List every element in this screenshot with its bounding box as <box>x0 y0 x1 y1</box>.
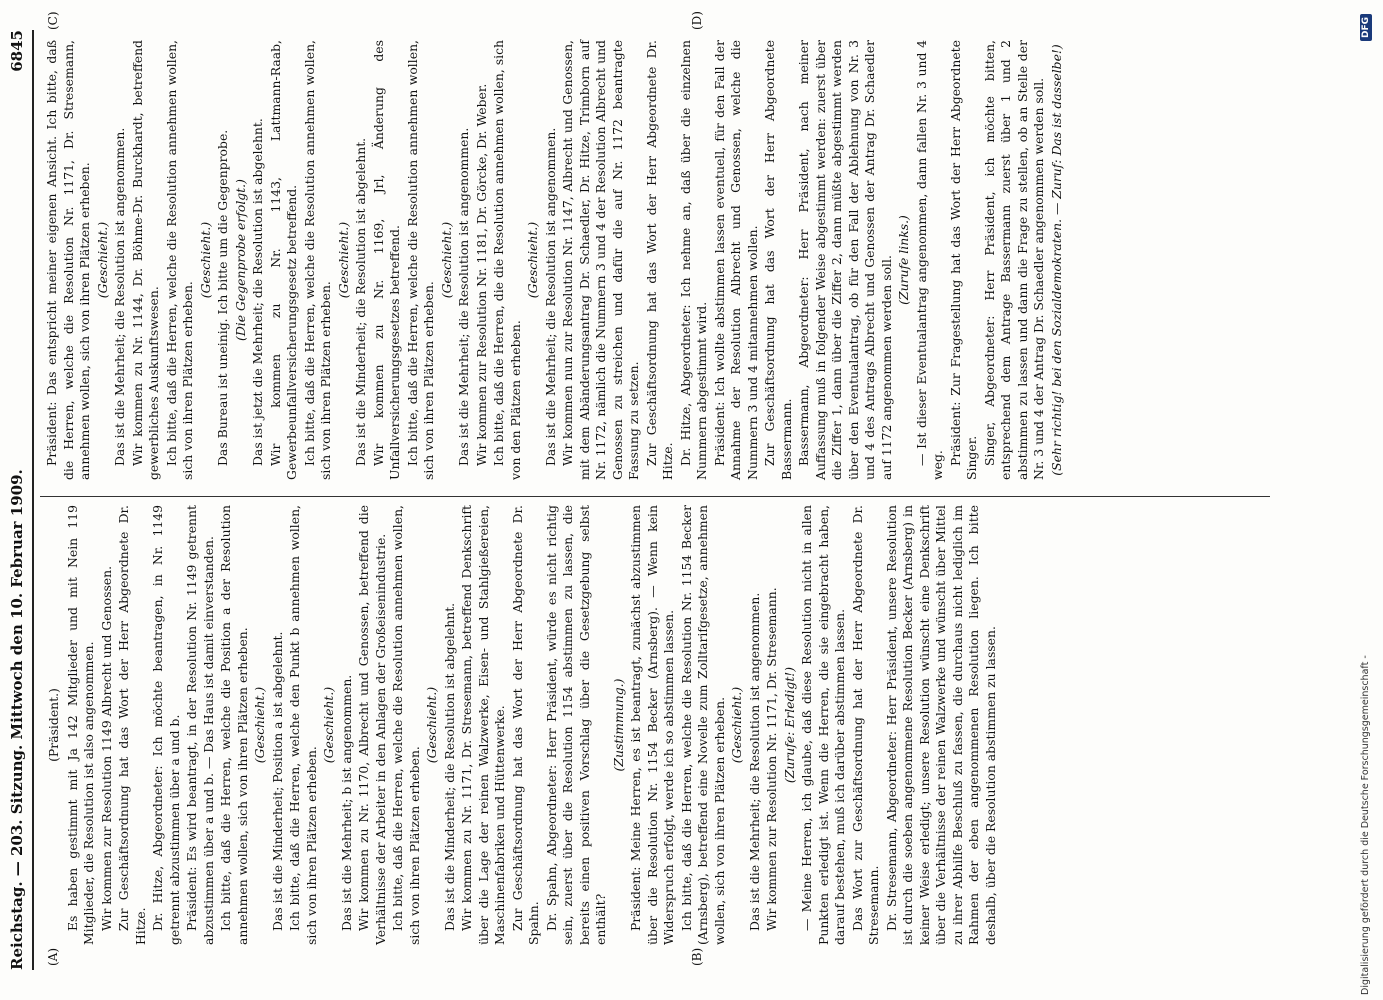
header-title: Reichstag. — 203. Sitzung. Mittwoch den 10. Februar 1909. <box>8 469 26 970</box>
paragraph: (Geschieht.) <box>197 221 213 299</box>
paragraph: Präsident: Es wird beantragt, in der Resolution Nr. 1149 getrennt abzustimmen über a und b. — Das Haus ist damit einverstanden. <box>184 505 216 945</box>
paragraph: (Geschieht.) <box>321 686 336 764</box>
page-number: 6845 <box>8 30 26 72</box>
paragraph: (Zurufe links.) <box>896 215 911 305</box>
paragraph: Dr. Hitze, Abgeordneter: Ich möchte beantragen, in Nr. 1149 getrennt abzustimmen über a und b. <box>150 505 182 945</box>
paragraph: Wir kommen nun zur Resolution Nr. 1147, Albrecht und Genossen, mit dem Abänderungsantrag Dr. Schaedler, Dr. Hitze, Trimborn auf Nr. 1172, nämlich die Nummern 3 und 4 der Resolution Albrecht und Genossen zu streichen und dafür die auf Nr. 1172 beantragte Fassung zu setzen. <box>560 40 641 480</box>
paragraph: Präsident: Ich wollte abstimmen lassen eventuell, für den Fall der Annahme der Resolution Albrecht und Genossen, welche die Nummern 3 und 4 mitannehmen wollen. <box>711 40 760 480</box>
paragraph: (Sehr richtig! bei den Sozialdemokraten. — Zuruf: Das ist dasselbe!) <box>1048 44 1064 476</box>
text-column-right <box>44 40 1066 480</box>
paragraph: Wir kommen zu Nr. 1170, Albrecht und Genossen, betreffend die Verhältnisse der Arbeiter in den Anlagen der Großeisenindustrie. <box>356 505 388 945</box>
paragraph: Wir kommen zur Resolution 1149 Albrecht und Genossen. <box>98 565 114 931</box>
paragraph: Dr. Spahn, Abgeordneter: Herr Präsident, würde es nicht richtig sein, zuerst über die Resolution 1154 abstimmen zu lassen, die bereits einen positiven Vorschlag über die Gesetzgebung selbst enthält? <box>543 505 608 945</box>
paragraph: Dr. Stresemann, Abgeordneter: Herr Präsident, unsere Resolution ist durch die soeben angenommene Resolution Becker (Arnsberg) in keiner Weise erledigt; unsere Resolution wünscht eine Denkschrift über die Verhältnisse der reinen Walzwerke und wünscht über Mittel zu ihrer Abhilfe Beschluß zu fassen, die durchaus nicht lediglich im Rahmen der eben angenommenen Resolution liegen. Ich bitte deshalb, über die Resolution abstimmen zu lassen. <box>883 505 998 945</box>
paragraph: Wir kommen zu Nr. 1169, Jrl, Änderung des Unfallversicherungsgesetzes betreffend. <box>370 40 402 480</box>
margin-marker-c: (C) <box>46 11 60 30</box>
page-header <box>8 30 30 970</box>
paragraph: — Ist dieser Eventualantrag angenommen, dann fallen Nr. 3 und 4 weg. <box>913 40 945 480</box>
paragraph: Präsident: Zur Fragestellung hat das Wort der Herr Abgeordnete Singer. <box>947 40 979 480</box>
paragraph: Ich bitte, daß die Herren, die die Resolution annehmen wollen, sich von den Plätzen erheben. <box>491 40 523 480</box>
paragraph: (Geschieht.) <box>335 221 351 299</box>
paragraph: Wir kommen zu Nr. 1143, Lattmann-Raab, Gewerbeunfallversicherungsgesetz betreffend. <box>267 40 299 480</box>
paragraph: Das ist die Minderheit; Position a ist abgelehnt. <box>269 631 285 931</box>
footer-credit: Digitalisierung gefördert durch die Deutsche Forschungsgemeinschaft - <box>1360 655 1371 995</box>
paragraph: Zur Geschäftsordnung hat das Wort der Herr Abgeordnete Bassermann. <box>762 40 794 480</box>
paragraph: Das ist die Minderheit; die Resolution ist abgelehnt. <box>441 602 457 931</box>
paragraph: (Zustimmung.) <box>610 678 626 772</box>
paragraph: (Geschieht.) <box>525 221 540 299</box>
paragraph: Ich bitte, daß die Herren, welche die Resolution annehmen wollen, sich von ihren Plätzen erheben. <box>404 40 436 480</box>
paragraph: Das ist die Mehrheit; die Resolution ist angenommen. <box>112 127 127 466</box>
paragraph: Zur Geschäftsordnung hat das Wort der Herr Abgeordnete Dr. Hitze. <box>116 505 148 945</box>
margin-marker-b: (B) <box>690 947 704 966</box>
paragraph: Das ist die Mehrheit; b ist angenommen. <box>338 674 354 931</box>
paragraph: Bassermann, Abgeordneter: Herr Präsident, nach meiner Auffassung muß in folgender Weise abgestimmt werden: zuerst über die Ziffer 1, dann über die Ziffer 2, dann müßte abgestimmt werden über den Eventualantrag, ob für den Fall der Ablehnung von Nr. 3 und 4 des Antrags Albrecht und Genossen der Antrag Dr. Schaedler auf 1172 angenommen werden soll. <box>796 40 894 480</box>
dfg-logo: DFG <box>1360 14 1372 41</box>
paragraph: Wir kommen zu Nr. 1144, Dr. Böhme-Dr. Burckhardt, betreffend gewerbliches Auskunftswesen. <box>129 40 161 480</box>
paragraph: Zur Geschäftsordnung hat das Wort der Herr Abgeordnete Dr. Hitze. <box>643 40 675 480</box>
paragraph: Wir kommen zu Nr. 1171, Dr. Stresemann, betreffend Denkschrift über die Lage der reinen Walzwerke, Eisen- und Stahlgießereien, Maschinenfabriken und Hüttenwerke. <box>459 505 507 945</box>
paragraph: Das ist jetzt die Mehrheit; die Resolution ist abgelehnt. <box>250 118 265 466</box>
paragraph: Ich bitte, daß die Herren, welche die Resolution annehmen wollen, sich von ihren Plätzen erheben. <box>301 40 333 480</box>
paragraph: Singer, Abgeordneter: Herr Präsident, ich möchte bitten, entsprechend dem Antrage Bassermann zuerst über 1 und 2 abstimmen zu lassen und dann die Frage zu stellen, ob an Stelle der Nr. 3 und 4 der Antrag Dr. Schaedler angenommen werden soll. <box>981 40 1046 480</box>
paragraph: Ich bitte, daß die Herren, welche die Resolution annehmen wollen, sich von ihren Plätzen erheben. <box>390 505 422 945</box>
paragraph: (Geschieht.) <box>94 221 110 299</box>
paragraph: Zur Geschäftsordnung hat das Wort der Herr Abgeordnete Dr. Spahn. <box>509 505 541 945</box>
header-rule <box>32 30 34 970</box>
margin-marker-d: (D) <box>690 11 704 30</box>
paragraph: (Geschieht.) <box>729 686 744 764</box>
paragraph: Das ist die Mehrheit; die Resolution ist angenommen. <box>542 127 558 466</box>
paragraph: — Meine Herren, ich glaube, daß diese Resolution nicht in allen Punkten erledigt ist. Wenn die Herren, die sie eingebracht haben, darauf bestehen, muß ich darüber abstimmen lassen. <box>799 505 847 945</box>
paragraph: Ich bitte, daß die Herren, welche die Resolution annehmen wollen, sich von ihren Plätzen erheben. <box>163 40 195 480</box>
paragraph: Es haben gestimmt mit Ja 142 Mitglieder und mit Nein 119 Mitglieder, die Resolution ist also angenommen. <box>64 505 96 945</box>
paragraph: Das ist die Minderheit; die Resolution ist abgelehnt. <box>353 137 368 466</box>
paragraph: (Präsident.) <box>46 688 61 762</box>
paragraph: Wir kommen zur Resolution Nr. 1181, Dr. Görcke, Dr. Weber. <box>473 83 489 466</box>
paragraph: (Die Gegenprobe erfolgt.) <box>232 179 248 341</box>
text-column-left <box>44 505 1000 945</box>
paragraph: Ich bitte, daß die Herren, welche die Position a der Resolution annehmen wollen, sich von ihren Plätzen erheben. <box>218 505 250 945</box>
margin-marker-a: (A) <box>46 947 60 966</box>
paragraph: (Zurufe: Erledigt!) <box>781 666 797 784</box>
paragraph: Das Wort zur Geschäftsordnung hat der Herr Abgeordnete Dr. Stresemann. <box>849 505 881 945</box>
paragraph: (Geschieht.) <box>252 686 267 764</box>
paragraph: Ich bitte, daß die Herren, welche den Punkt b annehmen wollen, sich von ihren Plätzen erheben. <box>287 505 319 945</box>
paragraph: Das ist die Mehrheit; die Resolution ist angenommen. <box>456 127 471 466</box>
paragraph: Ich bitte, daß die Herren, welche die Resolution Nr. 1154 Becker (Arnsberg), betreffend eine Novelle zum Zolltarifgesetze, annehmen wollen, sich von ihren Plätzen erheben. <box>678 505 727 945</box>
paragraph: Wir kommen zur Resolution Nr. 1171, Dr. Stresemann. <box>764 587 779 931</box>
column-divider <box>40 496 1270 497</box>
paragraph: (Geschieht.) <box>438 221 454 299</box>
paragraph: Dr. Hitze, Abgeordneter: Ich nehme an, daß über die einzelnen Nummern abgestimmt wird. <box>677 40 709 480</box>
paragraph: Präsident: Das entspricht meiner eigenen Ansicht. Ich bitte, daß die Herren, welche die Resolution Nr. 1171, Dr. Stresemann, annehmen wollen, sich von ihren Plätzen erheben. <box>44 40 92 480</box>
paragraph: Präsident: Meine Herren, es ist beantragt, zunächst abzustimmen über die Resolution Nr. 1154 Becker (Arnsberg). — Wenn kein Widerspruch erfolgt, werde ich so abstimmen lassen. <box>628 505 676 945</box>
paragraph: (Geschieht.) <box>424 686 439 764</box>
paragraph: Das ist die Mehrheit; die Resolution ist angenommen. <box>746 592 762 931</box>
paragraph: Das Bureau ist uneinig. Ich bitte um die Gegenprobe. <box>215 129 230 466</box>
